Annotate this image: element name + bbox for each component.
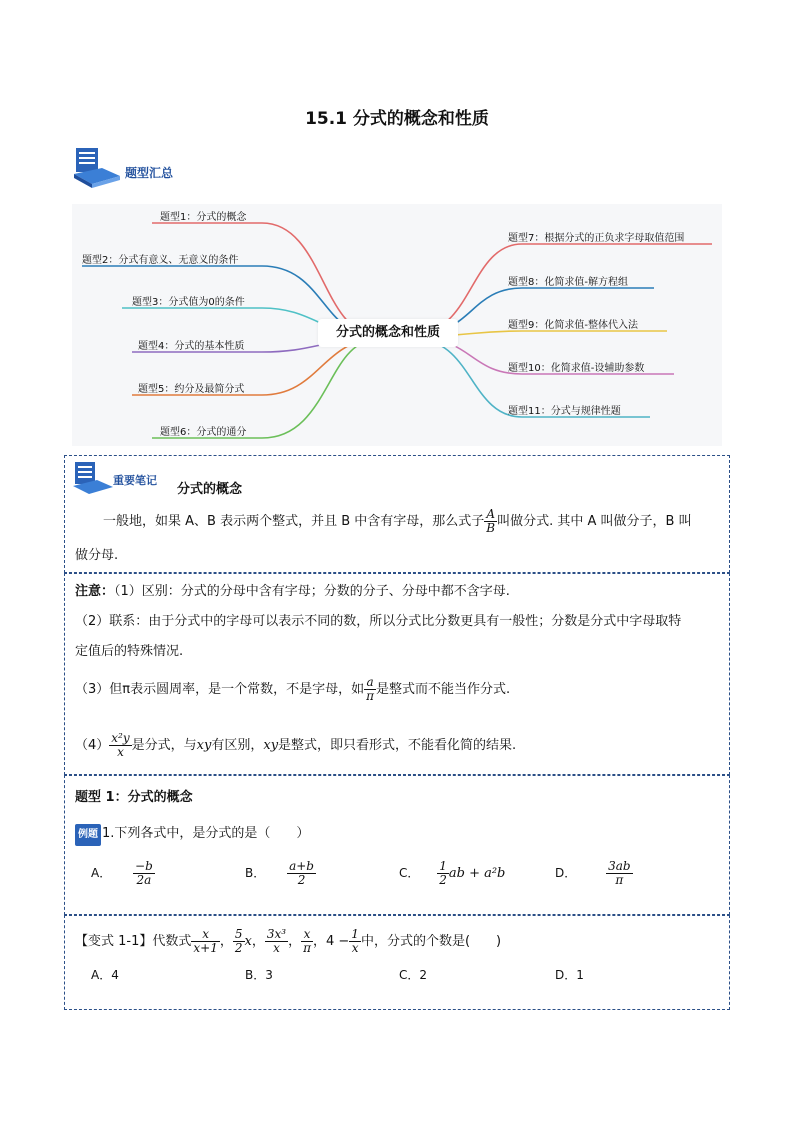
option-b[interactable]: B． $\frac{a+b}{2}$ xyxy=(245,859,314,887)
mindmap-node-1: 题型1：分式的概念 xyxy=(160,212,247,223)
branch-line-1 xyxy=(152,223,372,334)
mindmap-node-3: 题型3：分式值为0的条件 xyxy=(132,297,245,308)
section-label: 题型汇总 xyxy=(125,166,174,180)
mindmap-node-5: 题型5：约分及最简分式 xyxy=(138,384,245,395)
mindmap-node-9: 题型9：化简求值-整体代入法 xyxy=(508,320,638,331)
attention-line-4: （3）但π表示圆周率，是一个常数，不是字母，如 $\frac{a}{\pi}$ 是整式而不能当作分式. xyxy=(75,675,511,703)
attention-line-1: 注意：（1）区别：分式的分母中含有字母；分数的分子、分母中都不含字母. xyxy=(75,584,510,599)
attention-line-3: 定值后的特殊情况. xyxy=(75,644,184,659)
mindmap-node-8: 题型8：化简求值-解方程组 xyxy=(508,277,628,288)
question-type-heading: 题型 1：分式的概念 xyxy=(75,790,193,805)
option-a[interactable]: A． $\frac{-b}{2a}$ xyxy=(91,859,153,887)
fraction-x2y-over-x: $\frac{\text{x²y}}{x}$ xyxy=(111,731,130,759)
attention-line-5: （4） $\frac{\text{x²y}}{x}$ 是分式，与xy有区别，xy是整式，即只看形式，不能看化简的结果. xyxy=(75,731,517,759)
notes-heading: 分式的概念 xyxy=(177,482,243,497)
variant-stem: 【变式 1-1】代数式 $\frac{x}{x+1}$ ， $\frac{5}{2}$ x， $\frac{\text{3x³}}{x}$ ， $\frac{x}{\pi}$ ，4 − $\frac{1}{x}$ 中，分式的个数是( ) xyxy=(75,927,502,955)
attention-box xyxy=(64,573,730,775)
variant-option-c[interactable]: C．2 xyxy=(399,968,428,982)
mindmap xyxy=(72,204,722,446)
mindmap-node-7: 题型7：根据分式的正负求字母取值范围 xyxy=(508,233,685,244)
option-d[interactable]: D． $\frac{3ab}{\pi}$ xyxy=(555,859,631,887)
fraction-a-over-b: $\frac{A}{B}$ xyxy=(486,507,496,535)
book-stack-icon xyxy=(72,146,122,188)
branch-line-9 xyxy=(422,331,667,336)
definition-text-b: 叫做分式. 其中 A 叫做分子，B 叫 xyxy=(497,514,692,529)
page-title: 15.1 分式的概念和性质 xyxy=(305,109,489,129)
variant-option-b[interactable]: B．3 xyxy=(245,968,273,982)
variant-option-a[interactable]: A．4 xyxy=(91,968,119,982)
attention-line-2: （2）联系：由于分式中的字母可以表示不同的数，所以分式比分数更具有一般性；分数是分式中字母取特 xyxy=(75,614,682,629)
definition-line-2: 做分母. xyxy=(75,548,119,563)
mindmap-center: 分式的概念和性质 xyxy=(318,319,458,347)
notes-label: 重要笔记 xyxy=(113,474,157,487)
notes-box xyxy=(64,455,730,573)
mindmap-node-6: 题型6：分式的通分 xyxy=(160,427,247,438)
definition-line xyxy=(103,508,692,535)
question-box-variant xyxy=(64,915,730,1010)
definition-text-a: 一般地，如果 A、B 表示两个整式，并且 B 中含有字母，那么式子 xyxy=(103,514,485,529)
mindmap-node-2: 题型2：分式有意义、无意义的条件 xyxy=(82,255,239,266)
example-badge: 例题 xyxy=(75,824,101,846)
mindmap-node-11: 题型11：分式与规律性题 xyxy=(508,406,621,417)
mindmap-node-4: 题型4：分式的基本性质 xyxy=(138,341,245,352)
option-c[interactable]: C． $\frac{1}{2}$ ab + a²b xyxy=(399,859,506,887)
notebook-icon xyxy=(73,460,113,494)
mindmap-node-10: 题型10：化简求值-设辅助参数 xyxy=(508,363,645,374)
question-stem: 例题 1.下列各式中，是分式的是（ ） xyxy=(75,824,309,846)
variant-option-d[interactable]: D．1 xyxy=(555,968,584,982)
question-box-1 xyxy=(64,775,730,915)
section-header-summary xyxy=(72,146,202,190)
fraction-a-over-pi: $\frac{a}{\pi}$ xyxy=(366,675,374,703)
